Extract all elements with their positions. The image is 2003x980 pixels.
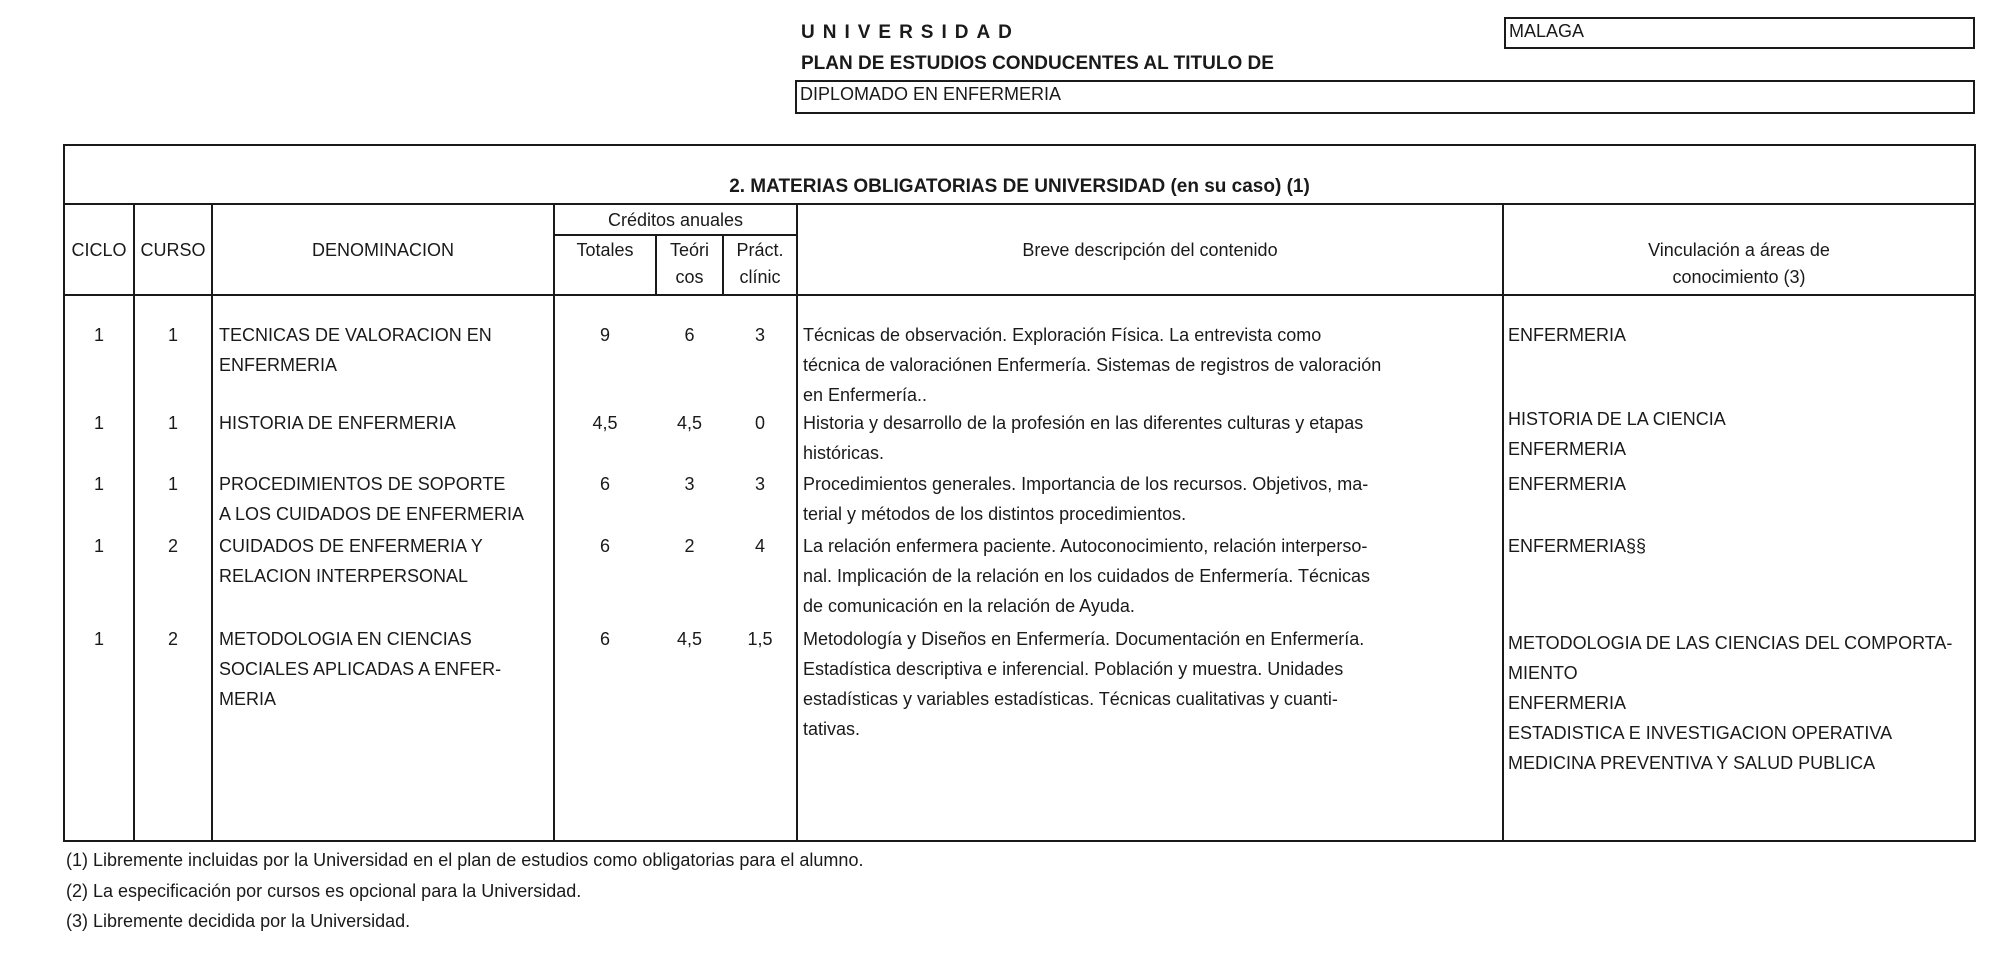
cell-area: ENFERMERIA	[1508, 325, 1627, 345]
footnote-1: (1) Libremente incluidas por la Universidad en el plan de estudios como obligatorias para el alumno.	[66, 850, 864, 870]
cell-descripcion: Historia y desarrollo de la profesión en las diferentes culturas y etapas	[803, 413, 1364, 433]
cell-descripcion: terial y métodos de los distintos procedimientos.	[803, 504, 1187, 524]
cell-area: ENFERMERIA	[1508, 693, 1627, 713]
cell-area: ENFERMERIA	[1508, 439, 1627, 459]
cell-denominacion: ENFERMERIA	[219, 355, 338, 375]
header-practicos-line2: clínic	[739, 267, 781, 287]
col-divider-ciclo	[133, 203, 135, 840]
col-divider-curso	[211, 203, 213, 840]
header-creditos: Créditos anuales	[607, 210, 744, 230]
header-descripcion: Breve descripción del contenido	[1022, 240, 1278, 260]
col-divider-descripcion	[1502, 203, 1504, 840]
cell-curso: 1	[167, 474, 178, 494]
header-curso: CURSO	[140, 240, 206, 260]
table-title: 2. MATERIAS OBLIGATORIAS DE UNIVERSIDAD (en su caso) (1)	[729, 176, 1310, 197]
cell-denominacion: A LOS CUIDADOS DE ENFERMERIA	[219, 504, 525, 524]
cell-descripcion: Procedimientos generales. Importancia de los recursos. Objetivos, ma-	[803, 474, 1369, 494]
cell-practicos: 1,5	[747, 629, 773, 649]
cell-curso: 1	[167, 325, 178, 345]
cell-descripcion: estadísticas y variables estadísticas. Técnicas cualitativas y cuanti-	[803, 689, 1338, 709]
cell-denominacion: PROCEDIMIENTOS DE SOPORTE	[219, 474, 506, 494]
universidad-label: UNIVERSIDAD	[801, 22, 1020, 43]
cell-curso: 2	[167, 536, 178, 556]
cell-area: METODOLOGIA DE LAS CIENCIAS DEL COMPORTA-	[1508, 633, 1953, 653]
cell-ciclo: 1	[93, 629, 104, 649]
cell-ciclo: 1	[93, 325, 104, 345]
cell-descripcion: Metodología y Diseños en Enfermería. Documentación en Enfermería.	[803, 629, 1365, 649]
cell-descripcion: técnica de valoraciónen Enfermería. Sistemas de registros de valoración	[803, 355, 1382, 375]
header-ciclo: CICLO	[71, 240, 127, 260]
cell-area: MIENTO	[1508, 663, 1578, 683]
cell-denominacion: TECNICAS DE VALORACION EN	[219, 325, 492, 345]
cell-area: ESTADISTICA E INVESTIGACION OPERATIVA	[1508, 723, 1893, 743]
footnote-2: (2) La especificación por cursos es opcional para la Universidad.	[66, 881, 582, 901]
header-teoricos-line1: Teóri	[669, 240, 709, 260]
col-divider-creditos	[796, 203, 798, 840]
header-teoricos-line2: cos	[675, 267, 704, 287]
plan-label: PLAN DE ESTUDIOS CONDUCENTES AL TITULO DE	[801, 53, 1274, 74]
cell-practicos: 3	[754, 474, 765, 494]
cell-descripcion: tativas.	[803, 719, 861, 739]
cell-practicos: 0	[754, 413, 765, 433]
cell-totales: 6	[599, 474, 610, 494]
cell-ciclo: 1	[93, 474, 104, 494]
footnote-3: (3) Libremente decidida por la Universidad.	[66, 911, 411, 931]
cell-denominacion: SOCIALES APLICADAS A ENFER-	[219, 659, 502, 679]
cell-area: ENFERMERIA	[1508, 474, 1627, 494]
table-title-divider	[65, 203, 1974, 205]
cell-teoricos: 6	[684, 325, 695, 345]
cell-totales: 6	[599, 629, 610, 649]
cell-practicos: 4	[754, 536, 765, 556]
cell-practicos: 3	[754, 325, 765, 345]
header-practicos-line1: Práct.	[736, 240, 784, 260]
cell-totales: 6	[599, 536, 610, 556]
cell-ciclo: 1	[93, 536, 104, 556]
cell-descripcion: La relación enfermera paciente. Autoconocimiento, relación interperso-	[803, 536, 1368, 556]
cell-ciclo: 1	[93, 413, 104, 433]
header-totales: Totales	[576, 240, 634, 260]
cell-descripcion: históricas.	[803, 443, 885, 463]
cell-totales: 4,5	[592, 413, 618, 433]
cell-descripcion: nal. Implicación de la relación en los cuidados de Enfermería. Técnicas	[803, 566, 1370, 586]
cell-totales: 9	[599, 325, 610, 345]
cell-denominacion: MERIA	[219, 689, 277, 709]
cell-denominacion: METODOLOGIA EN CIENCIAS	[219, 629, 472, 649]
cell-area: HISTORIA DE LA CIENCIA	[1508, 409, 1726, 429]
header-denominacion: DENOMINACION	[311, 240, 454, 260]
cell-teoricos: 2	[684, 536, 695, 556]
header-vinculacion-line2: conocimiento (3)	[1672, 267, 1806, 287]
cell-denominacion: HISTORIA DE ENFERMERIA	[219, 413, 456, 433]
cell-denominacion: RELACION INTERPERSONAL	[219, 566, 469, 586]
header-vinculacion-line1: Vinculación a áreas de	[1648, 240, 1830, 260]
cell-curso: 2	[167, 629, 178, 649]
cell-descripcion: de comunicación en la relación de Ayuda.	[803, 596, 1135, 616]
header-bottom-divider	[65, 294, 1974, 296]
cell-descripcion: en Enfermería..	[803, 385, 928, 405]
cell-teoricos: 4,5	[676, 413, 703, 433]
cell-teoricos: 3	[684, 474, 695, 494]
titulo-value-box: DIPLOMADO EN ENFERMERIA	[795, 80, 1975, 114]
cell-teoricos: 4,5	[676, 629, 703, 649]
materias-table	[63, 144, 1976, 842]
cell-descripcion: Estadística descriptiva e inferencial. Población y muestra. Unidades	[803, 659, 1344, 679]
cell-area: MEDICINA PREVENTIVA Y SALUD PUBLICA	[1508, 753, 1876, 773]
cell-descripcion: Técnicas de observación. Exploración Física. La entrevista como	[803, 325, 1322, 345]
universidad-value-box: MALAGA	[1504, 17, 1975, 49]
cell-denominacion: CUIDADOS DE ENFERMERIA Y	[219, 536, 483, 556]
cell-area: ENFERMERIA§§	[1508, 536, 1647, 556]
col-divider-denominacion	[553, 203, 555, 840]
cell-curso: 1	[167, 413, 178, 433]
